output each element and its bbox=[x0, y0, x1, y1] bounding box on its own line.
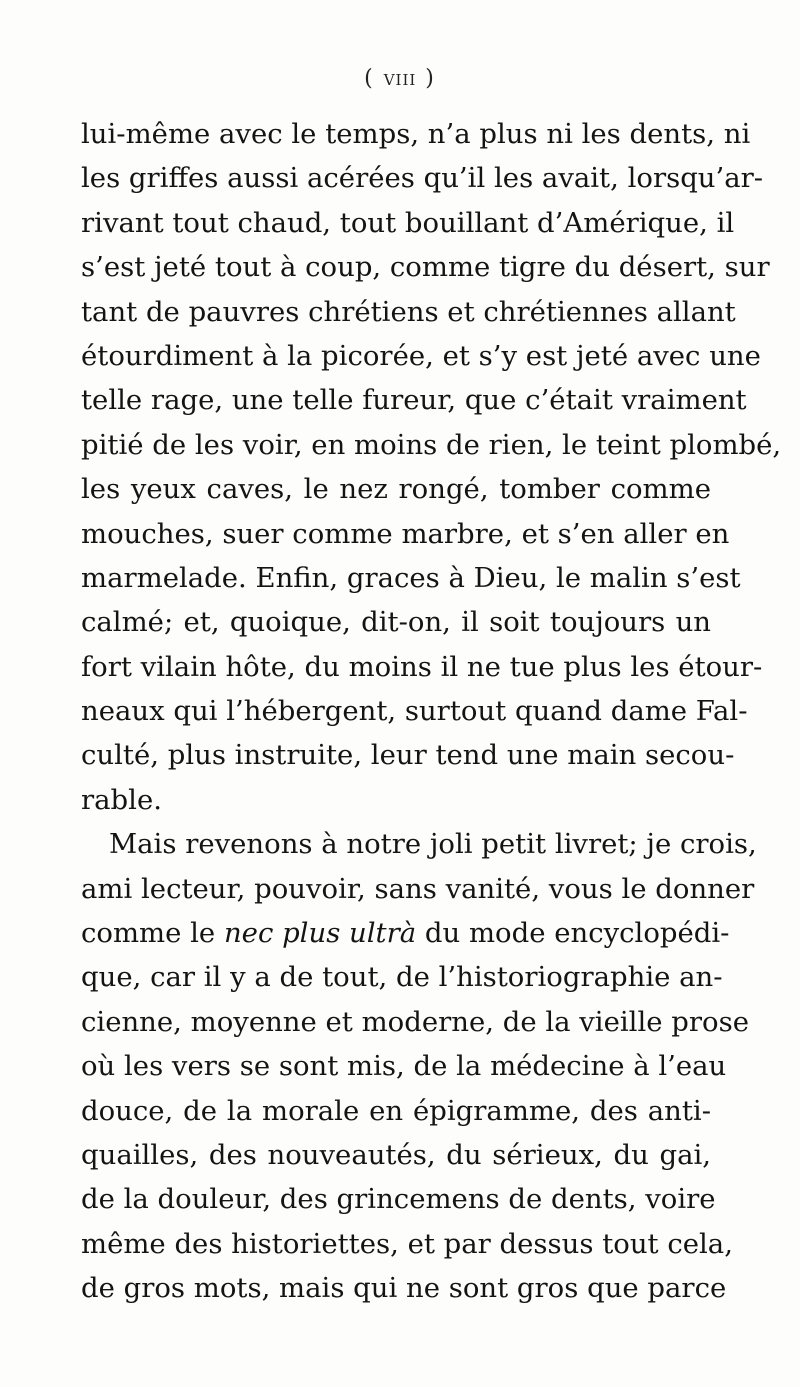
text-line: les yeux caves, le nez rongé, tomber comme bbox=[81, 473, 711, 506]
folio-number: VIII bbox=[383, 71, 417, 89]
folio-close: ) bbox=[416, 66, 436, 91]
text-line: culté, plus instruite, leur tend une main secou- bbox=[81, 739, 735, 772]
text-span: comme le bbox=[81, 917, 224, 950]
folio-open: ( bbox=[364, 66, 384, 91]
text-line: calmé; et, quoique, dit-on, il soit toujours un bbox=[81, 606, 711, 639]
text-line: pitié de les voir, en moins de rien, le teint plombé, bbox=[81, 428, 782, 461]
latin-phrase-italic: nec plus ultrà bbox=[223, 917, 417, 950]
text-line: douce, de la morale en épigramme, des anti- bbox=[81, 1094, 711, 1127]
text-line-with-italic bbox=[81, 911, 730, 955]
text-line: s’est jeté tout à coup, comme tigre du désert, sur bbox=[81, 251, 770, 284]
text-line: que, car il y a de tout, de l’historiographie an- bbox=[81, 961, 723, 994]
text-span: du mode encyclopédi- bbox=[416, 917, 730, 950]
text-line: même des historiettes, et par dessus tout cela, bbox=[81, 1227, 733, 1260]
text-line: étourdiment à la picorée, et s’y est jeté avec une bbox=[81, 339, 761, 372]
text-line: cienne, moyenne et moderne, de la vieille prose bbox=[81, 1005, 749, 1038]
text-line: de gros mots, mais qui ne sont gros que parce bbox=[81, 1272, 727, 1305]
page-folio bbox=[0, 66, 800, 91]
text-line: de la douleur, des grincemens de dents, voire bbox=[81, 1183, 716, 1216]
text-line: quailles, des nouveautés, du sérieux, du gai, bbox=[81, 1138, 711, 1171]
text-line: neaux qui l’hébergent, surtout quand dame Fal- bbox=[81, 695, 748, 728]
text-line-paragraph-end: rable. bbox=[81, 783, 162, 816]
text-line: tant de pauvres chrétiens et chrétiennes allant bbox=[81, 295, 736, 328]
text-line: rivant tout chaud, tout bouillant d’Amérique, il bbox=[81, 206, 735, 239]
text-line: fort vilain hôte, du moins il ne tue plus les étour- bbox=[81, 650, 763, 683]
text-line: lui-même avec le temps, n’a plus ni les dents, ni bbox=[81, 118, 751, 150]
text-line-paragraph-start: Mais revenons à notre joli petit livret; je crois, bbox=[109, 828, 757, 861]
text-line: où les vers se sont mis, de la médecine à l’eau bbox=[81, 1050, 727, 1083]
body-text bbox=[81, 112, 782, 1311]
text-line: les griffes aussi acérées qu’il les avait, lorsqu’ar- bbox=[81, 162, 764, 195]
text-line: mouches, suer comme marbre, et s’en aller en bbox=[81, 517, 730, 550]
text-line: telle rage, une telle fureur, que c’était vraiment bbox=[81, 384, 747, 417]
text-line: marmelade. Enfin, graces à Dieu, le malin s’est bbox=[81, 561, 741, 594]
text-line: ami lecteur, pouvoir, sans vanité, vous le donner bbox=[81, 872, 755, 905]
